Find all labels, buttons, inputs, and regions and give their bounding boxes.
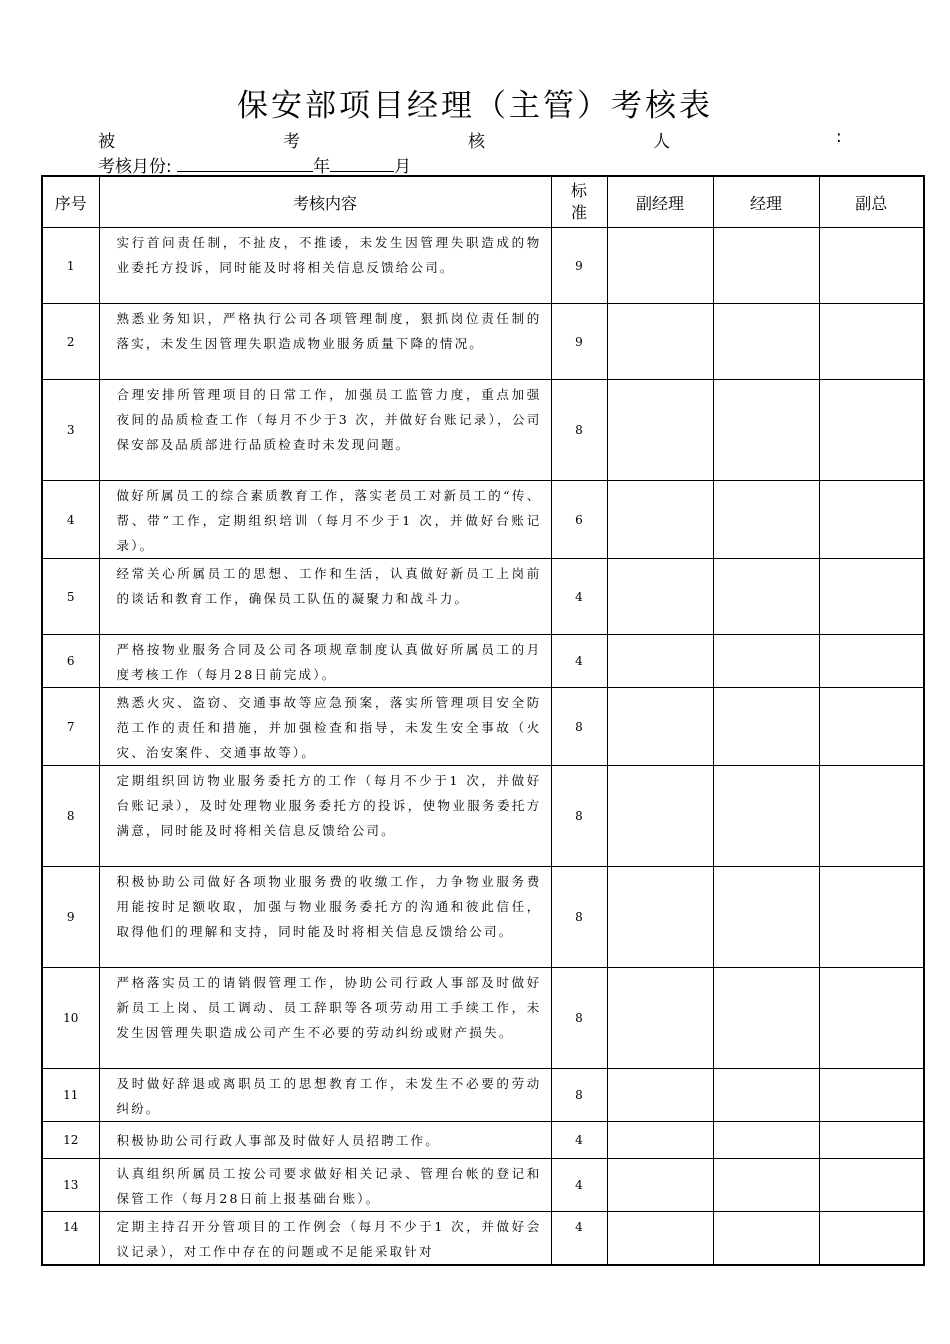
table-row [42, 1122, 924, 1159]
row-content: 积极协助公司做好各项物业服务费的收缴工作，力争物业服务费用能按时足额收取，加强与物业服务委托方的沟通和彼此信任，取得他们的理解和支持，同时能及时将相关信息反馈给公司。 [99, 867, 551, 968]
row-content: 经常关心所属员工的思想、工作和生活，认真做好新员工上岗前的谈话和教育工作，确保员工队伍的凝聚力和战斗力。 [99, 559, 551, 635]
row-standard: 8 [551, 968, 607, 1069]
score-deputy-general-cell[interactable] [819, 380, 924, 481]
row-seq: 6 [42, 635, 99, 688]
row-standard: 6 [551, 481, 607, 559]
row-standard: 9 [551, 228, 607, 304]
row-seq: 5 [42, 559, 99, 635]
score-deputy-general-cell[interactable] [819, 867, 924, 968]
examinee-char: 考 [283, 132, 300, 152]
score-manager-cell[interactable] [713, 968, 819, 1069]
year-label: 年 [313, 157, 331, 177]
examinee-colon: : [836, 127, 842, 147]
row-seq: 3 [42, 380, 99, 481]
table-row [42, 968, 924, 1069]
score-deputy-manager-cell[interactable] [607, 1069, 713, 1122]
score-deputy-manager-cell[interactable] [607, 228, 713, 304]
row-seq: 12 [42, 1122, 99, 1159]
score-manager-cell[interactable] [713, 1069, 819, 1122]
score-deputy-manager-cell[interactable] [607, 1159, 713, 1212]
header-std-bottom: 准 [570, 203, 587, 222]
score-deputy-manager-cell[interactable] [607, 1212, 713, 1266]
score-deputy-manager-cell[interactable] [607, 968, 713, 1069]
row-content: 严格按物业服务合同及公司各项规章制度认真做好所属员工的月度考核工作（每月28日前完成）。 [99, 635, 551, 688]
table-row [42, 867, 924, 968]
row-seq: 14 [42, 1212, 99, 1266]
table-row [42, 228, 924, 304]
row-content: 熟悉火灾、盗窃、交通事故等应急预案，落实所管理项目安全防范工作的责任和措施，并加强检查和指导，未发生安全事故（火灾、治安案件、交通事故等）。 [99, 688, 551, 766]
score-deputy-manager-cell[interactable] [607, 867, 713, 968]
year-blank[interactable] [177, 155, 313, 172]
row-standard: 4 [551, 1159, 607, 1212]
row-seq: 2 [42, 304, 99, 380]
score-deputy-general-cell[interactable] [819, 304, 924, 380]
header-standard [551, 176, 607, 228]
table-row [42, 688, 924, 766]
row-standard: 4 [551, 1212, 607, 1266]
table-row [42, 1159, 924, 1212]
score-deputy-general-cell[interactable] [819, 1122, 924, 1159]
score-deputy-general-cell[interactable] [819, 688, 924, 766]
score-deputy-manager-cell[interactable] [607, 304, 713, 380]
row-standard: 4 [551, 559, 607, 635]
table-row [42, 635, 924, 688]
row-content: 认真组织所属员工按公司要求做好相关记录、管理台帐的登记和保管工作（每月28日前上报基础台账）。 [99, 1159, 551, 1212]
row-standard: 8 [551, 1069, 607, 1122]
score-deputy-general-cell[interactable] [819, 1069, 924, 1122]
table-row [42, 304, 924, 380]
row-content: 合理安排所管理项目的日常工作，加强员工监管力度，重点加强夜间的品质检查工作（每月不少于3 次，并做好台账记录），公司保安部及品质部进行品质检查时未发现问题。 [99, 380, 551, 481]
score-deputy-manager-cell[interactable] [607, 380, 713, 481]
score-deputy-general-cell[interactable] [819, 228, 924, 304]
row-seq: 7 [42, 688, 99, 766]
row-seq: 8 [42, 766, 99, 867]
score-deputy-general-cell[interactable] [819, 1159, 924, 1212]
score-deputy-manager-cell[interactable] [607, 1122, 713, 1159]
assessment-table [41, 175, 925, 1266]
table-row [42, 380, 924, 481]
table-row [42, 1069, 924, 1122]
month-unit-label: 月 [394, 157, 412, 177]
row-seq: 13 [42, 1159, 99, 1212]
header-deputy-general: 副总 [819, 176, 924, 228]
score-deputy-general-cell[interactable] [819, 968, 924, 1069]
score-deputy-general-cell[interactable] [819, 1212, 924, 1266]
row-seq: 4 [42, 481, 99, 559]
row-content: 熟悉业务知识，严格执行公司各项管理制度，狠抓岗位责任制的落实，未发生因管理失职造成物业服务质量下降的情况。 [99, 304, 551, 380]
row-content: 严格落实员工的请销假管理工作，协助公司行政人事部及时做好新员工上岗、员工调动、员工辞职等各项劳动用工手续工作，未发生因管理失职造成公司产生不必要的劳动纠纷或财产损失。 [99, 968, 551, 1069]
table-row [42, 766, 924, 867]
row-standard: 9 [551, 304, 607, 380]
row-content: 做好所属员工的综合素质教育工作，落实老员工对新员工的“传、帮、带”工作，定期组织培训（每月不少于1 次，并做好台账记录）。 [99, 481, 551, 559]
row-content: 定期组织回访物业服务委托方的工作（每月不少于1 次，并做好台账记录），及时处理物业服务委托方的投诉，使物业服务委托方满意，同时能及时将相关信息反馈给公司。 [99, 766, 551, 867]
score-manager-cell[interactable] [713, 635, 819, 688]
examinee-char: 被 [98, 132, 115, 152]
header-std-top: 标 [570, 181, 587, 200]
score-deputy-manager-cell[interactable] [607, 688, 713, 766]
score-deputy-manager-cell[interactable] [607, 635, 713, 688]
row-seq: 9 [42, 867, 99, 968]
row-standard: 8 [551, 688, 607, 766]
score-manager-cell[interactable] [713, 1122, 819, 1159]
table-row [42, 559, 924, 635]
row-seq: 11 [42, 1069, 99, 1122]
form-title: 保安部项目经理（主管）考核表 [237, 88, 713, 124]
table-header-row [42, 176, 924, 228]
month-blank[interactable] [330, 155, 394, 172]
score-deputy-general-cell[interactable] [819, 559, 924, 635]
score-manager-cell[interactable] [713, 1159, 819, 1212]
examinee-char: 核 [468, 132, 485, 152]
score-deputy-general-cell[interactable] [819, 766, 924, 867]
header-seq: 序号 [42, 176, 99, 228]
score-manager-cell[interactable] [713, 867, 819, 968]
score-deputy-manager-cell[interactable] [607, 766, 713, 867]
table-row [42, 1212, 924, 1266]
score-deputy-general-cell[interactable] [819, 481, 924, 559]
score-deputy-general-cell[interactable] [819, 635, 924, 688]
score-deputy-manager-cell[interactable] [607, 559, 713, 635]
score-manager-cell[interactable] [713, 304, 819, 380]
score-manager-cell[interactable] [713, 1212, 819, 1266]
row-standard: 8 [551, 867, 607, 968]
row-content: 定期主持召开分管项目的工作例会（每月不少于1 次，并做好会议记录），对工作中存在的问题或不足能采取针对 [99, 1212, 551, 1266]
month-label: 考核月份: [98, 157, 172, 177]
score-manager-cell[interactable] [713, 559, 819, 635]
table-row [42, 481, 924, 559]
score-manager-cell[interactable] [713, 766, 819, 867]
row-content: 实行首问责任制，不扯皮，不推诿，未发生因管理失职造成的物业委托方投诉，同时能及时将相关信息反馈给公司。 [99, 228, 551, 304]
row-standard: 4 [551, 1122, 607, 1159]
row-standard: 8 [551, 766, 607, 867]
score-manager-cell[interactable] [713, 688, 819, 766]
row-standard: 4 [551, 635, 607, 688]
assessment-month-line [98, 152, 411, 177]
header-content: 考核内容 [99, 176, 551, 228]
row-standard: 8 [551, 380, 607, 481]
header-deputy-manager: 副经理 [607, 176, 713, 228]
score-manager-cell[interactable] [713, 228, 819, 304]
row-seq: 1 [42, 228, 99, 304]
header-manager: 经理 [713, 176, 819, 228]
examinee-line [98, 127, 846, 152]
row-seq: 10 [42, 968, 99, 1069]
score-manager-cell[interactable] [713, 481, 819, 559]
score-manager-cell[interactable] [713, 380, 819, 481]
score-deputy-manager-cell[interactable] [607, 481, 713, 559]
row-content: 积极协助公司行政人事部及时做好人员招聘工作。 [99, 1122, 551, 1159]
row-content: 及时做好辞退或离职员工的思想教育工作，未发生不必要的劳动纠纷。 [99, 1069, 551, 1122]
examinee-char: 人 [653, 132, 670, 152]
